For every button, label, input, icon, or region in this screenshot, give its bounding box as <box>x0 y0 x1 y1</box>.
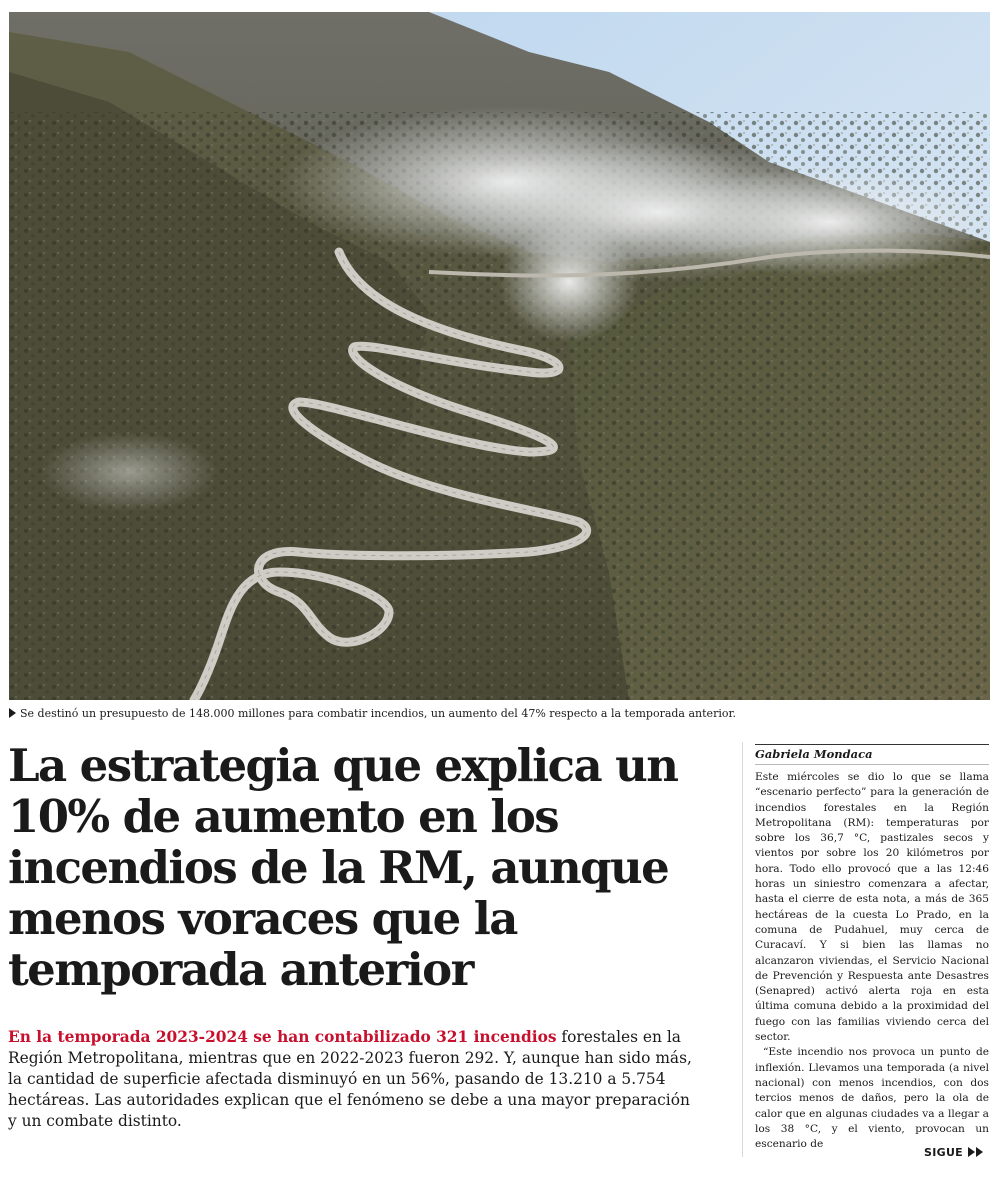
byline-rule <box>755 744 989 745</box>
article-lead <box>8 1027 698 1132</box>
continue-link[interactable] <box>924 1146 983 1159</box>
lead-text: forestales en la Región Metropolitana, mientras que en 2022-2023 fueron 292. Y, aunque han sido más, la cantidad de superficie afectada disminuyó en un 56%, pasando de 13.210 a 5.754 hectáreas. Las autoridades explican que el fenómeno se debe a una mayor preparación y un combate distinto. <box>8 1028 692 1130</box>
photo-caption-text: Se destinó un presupuesto de 148.000 millones para combatir incendios, un aumento del 47% respecto a la temporada anterior. <box>20 707 737 720</box>
byline-rule <box>755 764 989 765</box>
double-arrow-right-icon <box>967 1146 983 1159</box>
column-divider <box>742 742 743 1157</box>
article-body <box>755 770 989 1152</box>
aerial-photo-burning-hills-winding-road <box>9 12 990 700</box>
body-paragraph: “Este incendio nos provoca un punto de inflexión. Llevamos una temporada (a nivel nacional) con menos incendios, con dos tercios menos de daños, pero la ola de calor que en algunas ciudades va a llegar a los 38 °C, y el viento, provocan un escenario de <box>755 1046 989 1151</box>
photo-caption <box>9 707 994 720</box>
article-headline: La estrategia que explica un 10% de aumento en los incendios de la RM, aunque menos voraces que la temporada anterior <box>8 739 678 996</box>
article-photo <box>9 12 990 700</box>
triangle-bullet-icon <box>9 708 16 718</box>
author-byline: Gabriela Mondaca <box>755 747 873 761</box>
lead-highlight: En la temporada 2023-2024 se han contabilizado 321 incendios <box>8 1028 557 1046</box>
body-paragraph: Este miércoles se dio lo que se llama “escenario perfecto” para la generación de incendios forestales en la Región Metropolitana (RM): temperaturas por sobre los 36,7 °C, pastizales secos y vientos por sobre los 20 kilómetros por hora. Todo ello provocó que a las 12:46 horas un siniestro comenzara a afectar, hasta el cierre de esta nota, a más de 365 hectáreas de la cuesta Lo Prado, en la comuna de Pudahuel, muy cerca de Curacaví. Y si bien las llamas no alcanzaron viviendas, el Servicio Nacional de Prevención y Respuesta ante Desastres (Senapred) activó alerta roja en esta última comuna debido a la proximidad del fuego con las familias viviendo cerca del sector. <box>755 771 989 1044</box>
continue-label: SIGUE <box>924 1146 963 1159</box>
